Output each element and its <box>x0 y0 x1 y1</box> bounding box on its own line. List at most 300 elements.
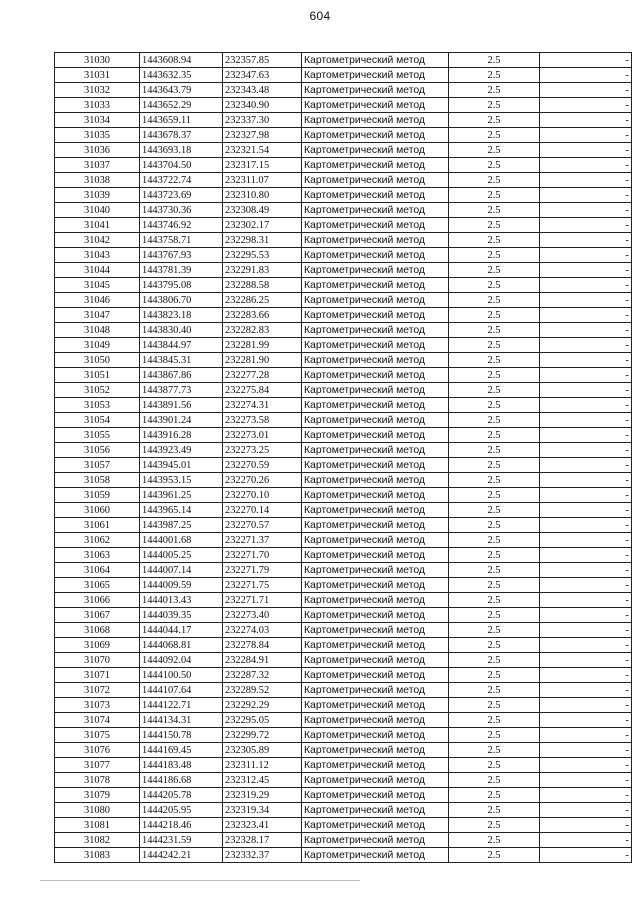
method-cell: Картометрический метод <box>302 743 449 758</box>
point-number-cell: 31067 <box>55 608 140 623</box>
y-coordinate-cell: 232311.07 <box>223 173 302 188</box>
description-cell: - <box>540 758 632 773</box>
y-coordinate-cell: 232270.59 <box>223 458 302 473</box>
accuracy-cell: 2.5 <box>449 683 540 698</box>
description-cell: - <box>540 383 632 398</box>
y-coordinate-cell: 232292.29 <box>223 698 302 713</box>
point-number-cell: 31041 <box>55 218 140 233</box>
y-coordinate-cell: 232284.91 <box>223 653 302 668</box>
method-cell: Картометрический метод <box>302 443 449 458</box>
y-coordinate-cell: 232278.84 <box>223 638 302 653</box>
accuracy-cell: 2.5 <box>449 563 540 578</box>
x-coordinate-cell: 1443758.71 <box>140 233 223 248</box>
x-coordinate-cell: 1443806.70 <box>140 293 223 308</box>
method-cell: Картометрический метод <box>302 503 449 518</box>
method-cell: Картометрический метод <box>302 623 449 638</box>
y-coordinate-cell: 232343.48 <box>223 83 302 98</box>
accuracy-cell: 2.5 <box>449 53 540 68</box>
description-cell: - <box>540 623 632 638</box>
y-coordinate-cell: 232289.52 <box>223 683 302 698</box>
x-coordinate-cell: 1443723.69 <box>140 188 223 203</box>
y-coordinate-cell: 232302.17 <box>223 218 302 233</box>
table-row <box>55 578 632 593</box>
y-coordinate-cell: 232323.41 <box>223 818 302 833</box>
point-number-cell: 31059 <box>55 488 140 503</box>
point-number-cell: 31050 <box>55 353 140 368</box>
accuracy-cell: 2.5 <box>449 623 540 638</box>
accuracy-cell: 2.5 <box>449 83 540 98</box>
table-row <box>55 608 632 623</box>
point-number-cell: 31035 <box>55 128 140 143</box>
method-cell: Картометрический метод <box>302 578 449 593</box>
table-row <box>55 533 632 548</box>
y-coordinate-cell: 232299.72 <box>223 728 302 743</box>
accuracy-cell: 2.5 <box>449 443 540 458</box>
table-row <box>55 518 632 533</box>
description-cell: - <box>540 353 632 368</box>
accuracy-cell: 2.5 <box>449 548 540 563</box>
method-cell: Картометрический метод <box>302 638 449 653</box>
x-coordinate-cell: 1444242.21 <box>140 848 223 863</box>
table-row <box>55 833 632 848</box>
x-coordinate-cell: 1444044.17 <box>140 623 223 638</box>
point-number-cell: 31043 <box>55 248 140 263</box>
method-cell: Картометрический метод <box>302 113 449 128</box>
point-number-cell: 31031 <box>55 68 140 83</box>
description-cell: - <box>540 398 632 413</box>
accuracy-cell: 2.5 <box>449 188 540 203</box>
x-coordinate-cell: 1443693.18 <box>140 143 223 158</box>
accuracy-cell: 2.5 <box>449 458 540 473</box>
accuracy-cell: 2.5 <box>449 488 540 503</box>
point-number-cell: 31071 <box>55 668 140 683</box>
point-number-cell: 31047 <box>55 308 140 323</box>
x-coordinate-cell: 1444007.14 <box>140 563 223 578</box>
table-row <box>55 563 632 578</box>
accuracy-cell: 2.5 <box>449 743 540 758</box>
y-coordinate-cell: 232317.15 <box>223 158 302 173</box>
method-cell: Картометрический метод <box>302 398 449 413</box>
table-row <box>55 293 632 308</box>
accuracy-cell: 2.5 <box>449 398 540 413</box>
table-row <box>55 338 632 353</box>
point-number-cell: 31030 <box>55 53 140 68</box>
table-row <box>55 758 632 773</box>
point-number-cell: 31032 <box>55 83 140 98</box>
y-coordinate-cell: 232271.71 <box>223 593 302 608</box>
method-cell: Картометрический метод <box>302 653 449 668</box>
x-coordinate-cell: 1443945.01 <box>140 458 223 473</box>
description-cell: - <box>540 308 632 323</box>
table-row <box>55 458 632 473</box>
point-number-cell: 31075 <box>55 728 140 743</box>
table-row <box>55 218 632 233</box>
table-row <box>55 68 632 83</box>
method-cell: Картометрический метод <box>302 248 449 263</box>
table-row <box>55 668 632 683</box>
method-cell: Картометрический метод <box>302 548 449 563</box>
method-cell: Картометрический метод <box>302 83 449 98</box>
description-cell: - <box>540 563 632 578</box>
y-coordinate-cell: 232298.31 <box>223 233 302 248</box>
point-number-cell: 31062 <box>55 533 140 548</box>
method-cell: Картометрический метод <box>302 788 449 803</box>
method-cell: Картометрический метод <box>302 263 449 278</box>
point-number-cell: 31052 <box>55 383 140 398</box>
x-coordinate-cell: 1444068.81 <box>140 638 223 653</box>
x-coordinate-cell: 1443659.11 <box>140 113 223 128</box>
point-number-cell: 31064 <box>55 563 140 578</box>
method-cell: Картометрический метод <box>302 668 449 683</box>
description-cell: - <box>540 548 632 563</box>
x-coordinate-cell: 1443923.49 <box>140 443 223 458</box>
table-row <box>55 728 632 743</box>
accuracy-cell: 2.5 <box>449 338 540 353</box>
method-cell: Картометрический метод <box>302 488 449 503</box>
table-row <box>55 53 632 68</box>
coordinates-table <box>54 52 632 863</box>
x-coordinate-cell: 1444107.64 <box>140 683 223 698</box>
table-row <box>55 773 632 788</box>
point-number-cell: 31049 <box>55 338 140 353</box>
y-coordinate-cell: 232271.75 <box>223 578 302 593</box>
point-number-cell: 31069 <box>55 638 140 653</box>
table-row <box>55 428 632 443</box>
description-cell: - <box>540 818 632 833</box>
x-coordinate-cell: 1444005.25 <box>140 548 223 563</box>
y-coordinate-cell: 232270.14 <box>223 503 302 518</box>
x-coordinate-cell: 1444122.71 <box>140 698 223 713</box>
table-row <box>55 143 632 158</box>
table-row <box>55 788 632 803</box>
x-coordinate-cell: 1444218.46 <box>140 818 223 833</box>
y-coordinate-cell: 232277.28 <box>223 368 302 383</box>
point-number-cell: 31038 <box>55 173 140 188</box>
accuracy-cell: 2.5 <box>449 773 540 788</box>
y-coordinate-cell: 232311.12 <box>223 758 302 773</box>
point-number-cell: 31039 <box>55 188 140 203</box>
table-row <box>55 83 632 98</box>
table-row <box>55 623 632 638</box>
accuracy-cell: 2.5 <box>449 98 540 113</box>
point-number-cell: 31046 <box>55 293 140 308</box>
accuracy-cell: 2.5 <box>449 713 540 728</box>
description-cell: - <box>540 578 632 593</box>
point-number-cell: 31080 <box>55 803 140 818</box>
point-number-cell: 31073 <box>55 698 140 713</box>
table-row <box>55 308 632 323</box>
description-cell: - <box>540 788 632 803</box>
description-cell: - <box>540 773 632 788</box>
point-number-cell: 31048 <box>55 323 140 338</box>
scan-artifact-line <box>40 880 360 881</box>
x-coordinate-cell: 1444013.43 <box>140 593 223 608</box>
y-coordinate-cell: 232274.31 <box>223 398 302 413</box>
accuracy-cell: 2.5 <box>449 383 540 398</box>
table-row <box>55 593 632 608</box>
table-row <box>55 383 632 398</box>
method-cell: Картометрический метод <box>302 833 449 848</box>
x-coordinate-cell: 1443877.73 <box>140 383 223 398</box>
description-cell: - <box>540 638 632 653</box>
method-cell: Картометрический метод <box>302 728 449 743</box>
method-cell: Картометрический метод <box>302 68 449 83</box>
x-coordinate-cell: 1444231.59 <box>140 833 223 848</box>
table-row <box>55 683 632 698</box>
x-coordinate-cell: 1444186.68 <box>140 773 223 788</box>
method-cell: Картометрический метод <box>302 698 449 713</box>
x-coordinate-cell: 1443953.15 <box>140 473 223 488</box>
y-coordinate-cell: 232286.25 <box>223 293 302 308</box>
accuracy-cell: 2.5 <box>449 833 540 848</box>
y-coordinate-cell: 232271.70 <box>223 548 302 563</box>
description-cell: - <box>540 293 632 308</box>
description-cell: - <box>540 233 632 248</box>
table-row <box>55 173 632 188</box>
y-coordinate-cell: 232321.54 <box>223 143 302 158</box>
description-cell: - <box>540 458 632 473</box>
accuracy-cell: 2.5 <box>449 638 540 653</box>
accuracy-cell: 2.5 <box>449 848 540 863</box>
x-coordinate-cell: 1443746.92 <box>140 218 223 233</box>
table-row <box>55 818 632 833</box>
description-cell: - <box>540 248 632 263</box>
y-coordinate-cell: 232332.37 <box>223 848 302 863</box>
table-row <box>55 203 632 218</box>
accuracy-cell: 2.5 <box>449 173 540 188</box>
description-cell: - <box>540 173 632 188</box>
y-coordinate-cell: 232308.49 <box>223 203 302 218</box>
x-coordinate-cell: 1444205.78 <box>140 788 223 803</box>
accuracy-cell: 2.5 <box>449 323 540 338</box>
y-coordinate-cell: 232295.53 <box>223 248 302 263</box>
point-number-cell: 31063 <box>55 548 140 563</box>
x-coordinate-cell: 1443652.29 <box>140 98 223 113</box>
table-row <box>55 323 632 338</box>
description-cell: - <box>540 323 632 338</box>
method-cell: Картометрический метод <box>302 188 449 203</box>
x-coordinate-cell: 1443795.08 <box>140 278 223 293</box>
method-cell: Картометрический метод <box>302 323 449 338</box>
x-coordinate-cell: 1443867.86 <box>140 368 223 383</box>
y-coordinate-cell: 232337.30 <box>223 113 302 128</box>
y-coordinate-cell: 232319.29 <box>223 788 302 803</box>
method-cell: Картометрический метод <box>302 218 449 233</box>
y-coordinate-cell: 232273.01 <box>223 428 302 443</box>
page-number: 604 <box>309 9 331 23</box>
y-coordinate-cell: 232288.58 <box>223 278 302 293</box>
table-row <box>55 473 632 488</box>
table-row <box>55 128 632 143</box>
x-coordinate-cell: 1443704.50 <box>140 158 223 173</box>
x-coordinate-cell: 1444150.78 <box>140 728 223 743</box>
accuracy-cell: 2.5 <box>449 68 540 83</box>
description-cell: - <box>540 188 632 203</box>
accuracy-cell: 2.5 <box>449 593 540 608</box>
accuracy-cell: 2.5 <box>449 533 540 548</box>
method-cell: Картометрический метод <box>302 308 449 323</box>
method-cell: Картометрический метод <box>302 233 449 248</box>
y-coordinate-cell: 232347.63 <box>223 68 302 83</box>
method-cell: Картометрический метод <box>302 803 449 818</box>
method-cell: Картометрический метод <box>302 413 449 428</box>
description-cell: - <box>540 278 632 293</box>
x-coordinate-cell: 1443845.31 <box>140 353 223 368</box>
y-coordinate-cell: 232273.25 <box>223 443 302 458</box>
accuracy-cell: 2.5 <box>449 203 540 218</box>
y-coordinate-cell: 232282.83 <box>223 323 302 338</box>
table-row <box>55 713 632 728</box>
point-number-cell: 31053 <box>55 398 140 413</box>
y-coordinate-cell: 232270.10 <box>223 488 302 503</box>
y-coordinate-cell: 232287.32 <box>223 668 302 683</box>
method-cell: Картометрический метод <box>302 353 449 368</box>
description-cell: - <box>540 668 632 683</box>
x-coordinate-cell: 1443916.28 <box>140 428 223 443</box>
description-cell: - <box>540 608 632 623</box>
y-coordinate-cell: 232274.03 <box>223 623 302 638</box>
point-number-cell: 31066 <box>55 593 140 608</box>
method-cell: Картометрический метод <box>302 593 449 608</box>
table-row <box>55 233 632 248</box>
method-cell: Картометрический метод <box>302 158 449 173</box>
x-coordinate-cell: 1443643.79 <box>140 83 223 98</box>
x-coordinate-cell: 1444039.35 <box>140 608 223 623</box>
point-number-cell: 31037 <box>55 158 140 173</box>
point-number-cell: 31081 <box>55 818 140 833</box>
table-row <box>55 278 632 293</box>
description-cell: - <box>540 158 632 173</box>
point-number-cell: 31078 <box>55 773 140 788</box>
point-number-cell: 31055 <box>55 428 140 443</box>
description-cell: - <box>540 98 632 113</box>
table-row <box>55 653 632 668</box>
accuracy-cell: 2.5 <box>449 248 540 263</box>
accuracy-cell: 2.5 <box>449 668 540 683</box>
description-cell: - <box>540 728 632 743</box>
table-row <box>55 488 632 503</box>
accuracy-cell: 2.5 <box>449 728 540 743</box>
description-cell: - <box>540 713 632 728</box>
accuracy-cell: 2.5 <box>449 113 540 128</box>
description-cell: - <box>540 83 632 98</box>
method-cell: Картометрический метод <box>302 98 449 113</box>
method-cell: Картометрический метод <box>302 713 449 728</box>
method-cell: Картометрический метод <box>302 428 449 443</box>
x-coordinate-cell: 1443965.14 <box>140 503 223 518</box>
table-row <box>55 158 632 173</box>
method-cell: Картометрический метод <box>302 53 449 68</box>
point-number-cell: 31083 <box>55 848 140 863</box>
description-cell: - <box>540 128 632 143</box>
table-row <box>55 188 632 203</box>
x-coordinate-cell: 1443987.25 <box>140 518 223 533</box>
accuracy-cell: 2.5 <box>449 803 540 818</box>
description-cell: - <box>540 488 632 503</box>
accuracy-cell: 2.5 <box>449 368 540 383</box>
table-row <box>55 263 632 278</box>
description-cell: - <box>540 848 632 863</box>
description-cell: - <box>540 473 632 488</box>
method-cell: Картометрический метод <box>302 203 449 218</box>
table-row <box>55 503 632 518</box>
accuracy-cell: 2.5 <box>449 353 540 368</box>
accuracy-cell: 2.5 <box>449 428 540 443</box>
point-number-cell: 31077 <box>55 758 140 773</box>
description-cell: - <box>540 143 632 158</box>
method-cell: Картометрический метод <box>302 143 449 158</box>
accuracy-cell: 2.5 <box>449 788 540 803</box>
point-number-cell: 31054 <box>55 413 140 428</box>
x-coordinate-cell: 1443901.24 <box>140 413 223 428</box>
method-cell: Картометрический метод <box>302 563 449 578</box>
accuracy-cell: 2.5 <box>449 818 540 833</box>
y-coordinate-cell: 232305.89 <box>223 743 302 758</box>
point-number-cell: 31044 <box>55 263 140 278</box>
x-coordinate-cell: 1444100.50 <box>140 668 223 683</box>
x-coordinate-cell: 1443961.25 <box>140 488 223 503</box>
point-number-cell: 31082 <box>55 833 140 848</box>
table-row <box>55 848 632 863</box>
description-cell: - <box>540 413 632 428</box>
table-row <box>55 548 632 563</box>
description-cell: - <box>540 653 632 668</box>
x-coordinate-cell: 1444001.68 <box>140 533 223 548</box>
x-coordinate-cell: 1443891.56 <box>140 398 223 413</box>
accuracy-cell: 2.5 <box>449 608 540 623</box>
table-row <box>55 113 632 128</box>
description-cell: - <box>540 683 632 698</box>
y-coordinate-cell: 232340.90 <box>223 98 302 113</box>
x-coordinate-cell: 1443678.37 <box>140 128 223 143</box>
x-coordinate-cell: 1443781.39 <box>140 263 223 278</box>
point-number-cell: 31074 <box>55 713 140 728</box>
method-cell: Картометрический метод <box>302 773 449 788</box>
accuracy-cell: 2.5 <box>449 473 540 488</box>
method-cell: Картометрический метод <box>302 278 449 293</box>
description-cell: - <box>540 368 632 383</box>
y-coordinate-cell: 232312.45 <box>223 773 302 788</box>
point-number-cell: 31060 <box>55 503 140 518</box>
method-cell: Картометрический метод <box>302 818 449 833</box>
description-cell: - <box>540 113 632 128</box>
description-cell: - <box>540 263 632 278</box>
description-cell: - <box>540 518 632 533</box>
point-number-cell: 31040 <box>55 203 140 218</box>
y-coordinate-cell: 232291.83 <box>223 263 302 278</box>
method-cell: Картометрический метод <box>302 368 449 383</box>
method-cell: Картометрический метод <box>302 518 449 533</box>
x-coordinate-cell: 1443823.18 <box>140 308 223 323</box>
point-number-cell: 31076 <box>55 743 140 758</box>
point-number-cell: 31079 <box>55 788 140 803</box>
x-coordinate-cell: 1444092.04 <box>140 653 223 668</box>
table-row <box>55 443 632 458</box>
description-cell: - <box>540 803 632 818</box>
point-number-cell: 31057 <box>55 458 140 473</box>
accuracy-cell: 2.5 <box>449 143 540 158</box>
y-coordinate-cell: 232271.79 <box>223 563 302 578</box>
x-coordinate-cell: 1443830.40 <box>140 323 223 338</box>
description-cell: - <box>540 503 632 518</box>
point-number-cell: 31058 <box>55 473 140 488</box>
table-body <box>55 53 632 863</box>
description-cell: - <box>540 68 632 83</box>
y-coordinate-cell: 232357.85 <box>223 53 302 68</box>
table-row <box>55 368 632 383</box>
y-coordinate-cell: 232283.66 <box>223 308 302 323</box>
point-number-cell: 31042 <box>55 233 140 248</box>
